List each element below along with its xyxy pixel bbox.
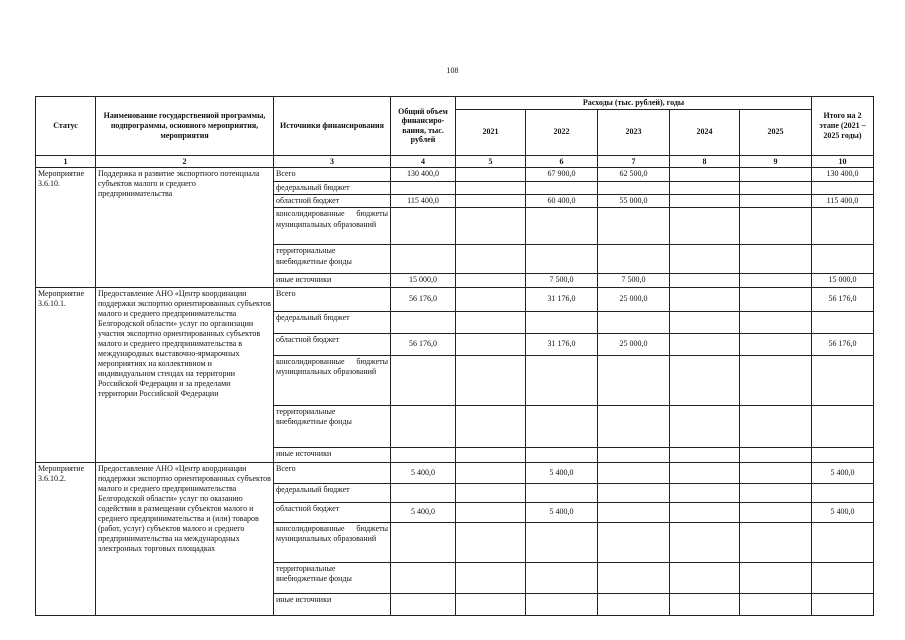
year-2021-cell [456, 522, 526, 562]
year-2022-cell [526, 311, 598, 333]
year-2025-cell [740, 593, 812, 615]
total-cell [391, 181, 456, 194]
stage-total-cell [812, 405, 874, 447]
year-2021-cell [456, 405, 526, 447]
year-2024-cell [670, 522, 740, 562]
total-cell [391, 245, 456, 274]
total-cell: 15 000,0 [391, 274, 456, 287]
year-2022-cell: 31 176,0 [526, 333, 598, 355]
year-2021-cell [456, 181, 526, 194]
stage-total-cell: 115 400,0 [812, 194, 874, 207]
header-stage-total: Итого на 2 этапе (2021 – 2025 годы) [812, 97, 874, 156]
source-cell: консолидированные бюджеты муниципальных образований [274, 522, 391, 562]
year-2022-cell [526, 405, 598, 447]
year-2022-cell [526, 562, 598, 593]
source-cell: иные источники [274, 593, 391, 615]
total-cell [391, 483, 456, 502]
stage-total-cell [812, 522, 874, 562]
stage-total-cell [812, 311, 874, 333]
total-cell [391, 208, 456, 245]
table-row [36, 462, 874, 483]
year-2023-cell [598, 208, 670, 245]
year-2022-cell [526, 245, 598, 274]
year-2025-cell [740, 522, 812, 562]
stage-total-cell: 5 400,0 [812, 502, 874, 522]
year-2024-cell [670, 502, 740, 522]
year-2024-cell [670, 447, 740, 462]
year-2025-cell [740, 483, 812, 502]
column-number: 5 [456, 155, 526, 168]
total-cell: 56 176,0 [391, 287, 456, 311]
year-2024-cell [670, 208, 740, 245]
year-2023-cell [598, 355, 670, 405]
name-cell: Предоставление АНО «Центр координации поддержки экспортно ориентированных субъектов малого и среднего предпринимательства Белгородской области» услуг по организации участия экспортно ориентированных субъектов малого и среднего предпринимательства в международных выставочно-ярмарочных мероприятиях на коллективном и индивидуальном стендах на территории Российской Федерации и за пределами территории Российской Федерации [96, 287, 274, 462]
year-2023-cell: 25 000,0 [598, 333, 670, 355]
block-3-6-10-1 [36, 287, 874, 462]
total-cell: 5 400,0 [391, 462, 456, 483]
year-2024-cell [670, 181, 740, 194]
year-2021-cell [456, 462, 526, 483]
year-2023-cell [598, 462, 670, 483]
total-cell [391, 593, 456, 615]
year-2022-cell: 60 400,0 [526, 194, 598, 207]
year-2021-cell [456, 274, 526, 287]
year-2024-cell [670, 462, 740, 483]
source-cell: иные источники [274, 274, 391, 287]
financing-table [35, 96, 874, 616]
source-cell: консолидированные бюджеты муниципальных образований [274, 208, 391, 245]
year-2024-cell [670, 405, 740, 447]
year-2021-cell [456, 194, 526, 207]
stage-total-cell [812, 245, 874, 274]
stage-total-cell: 5 400,0 [812, 462, 874, 483]
column-number: 7 [598, 155, 670, 168]
total-cell: 5 400,0 [391, 502, 456, 522]
table-row [36, 287, 874, 311]
source-cell: территориальные внебюджетные фонды [274, 562, 391, 593]
year-2021-cell [456, 168, 526, 181]
header-year-2022: 2022 [526, 109, 598, 155]
stage-total-cell: 56 176,0 [812, 287, 874, 311]
header-name: Наименование государственной программы, подпрограммы, основного мероприятия, мероприятия [96, 97, 274, 156]
year-2023-cell: 7 500,0 [598, 274, 670, 287]
source-cell: иные источники [274, 447, 391, 462]
year-2022-cell: 5 400,0 [526, 462, 598, 483]
year-2025-cell [740, 405, 812, 447]
year-2021-cell [456, 593, 526, 615]
year-2023-cell [598, 522, 670, 562]
year-2021-cell [456, 447, 526, 462]
header-year-2024: 2024 [670, 109, 740, 155]
year-2025-cell [740, 447, 812, 462]
column-number: 3 [274, 155, 391, 168]
year-2025-cell [740, 194, 812, 207]
year-2022-cell: 5 400,0 [526, 502, 598, 522]
source-cell: федеральный бюджет [274, 181, 391, 194]
total-cell: 56 176,0 [391, 333, 456, 355]
year-2023-cell [598, 502, 670, 522]
year-2024-cell [670, 593, 740, 615]
year-2025-cell [740, 245, 812, 274]
column-number: 4 [391, 155, 456, 168]
year-2023-cell: 62 500,0 [598, 168, 670, 181]
year-2025-cell [740, 562, 812, 593]
year-2023-cell [598, 593, 670, 615]
year-2025-cell [740, 502, 812, 522]
year-2023-cell [598, 245, 670, 274]
block-3-6-10 [36, 168, 874, 288]
stage-total-cell: 56 176,0 [812, 333, 874, 355]
year-2022-cell [526, 355, 598, 405]
year-2021-cell [456, 333, 526, 355]
year-2024-cell [670, 311, 740, 333]
year-2021-cell [456, 208, 526, 245]
year-2022-cell: 67 900,0 [526, 168, 598, 181]
year-2024-cell [670, 194, 740, 207]
total-cell [391, 562, 456, 593]
year-2023-cell [598, 483, 670, 502]
header-status: Статус [36, 97, 96, 156]
year-2023-cell [598, 311, 670, 333]
status-cell: Мероприятие 3.6.10.2. [36, 462, 96, 615]
column-number: 8 [670, 155, 740, 168]
year-2024-cell [670, 245, 740, 274]
year-2023-cell: 25 000,0 [598, 287, 670, 311]
year-2024-cell [670, 483, 740, 502]
header-year-2023: 2023 [598, 109, 670, 155]
year-2024-cell [670, 168, 740, 181]
year-2025-cell [740, 355, 812, 405]
table-row [36, 168, 874, 181]
year-2023-cell [598, 405, 670, 447]
year-2023-cell [598, 447, 670, 462]
year-2021-cell [456, 287, 526, 311]
year-2023-cell [598, 562, 670, 593]
source-cell: территориальные внебюджетные фонды [274, 245, 391, 274]
year-2022-cell [526, 522, 598, 562]
status-cell: Мероприятие 3.6.10. [36, 168, 96, 288]
year-2022-cell [526, 181, 598, 194]
year-2025-cell [740, 168, 812, 181]
stage-total-cell [812, 447, 874, 462]
year-2024-cell [670, 287, 740, 311]
year-2025-cell [740, 311, 812, 333]
year-2024-cell [670, 274, 740, 287]
header-year-2025: 2025 [740, 109, 812, 155]
year-2021-cell [456, 311, 526, 333]
stage-total-cell [812, 181, 874, 194]
stage-total-cell [812, 355, 874, 405]
column-number: 1 [36, 155, 96, 168]
source-cell: территориальные внебюджетные фонды [274, 405, 391, 447]
total-cell [391, 522, 456, 562]
header-sources: Источники финансирования [274, 97, 391, 156]
year-2022-cell [526, 208, 598, 245]
column-number: 2 [96, 155, 274, 168]
total-cell [391, 447, 456, 462]
source-cell: федеральный бюджет [274, 311, 391, 333]
source-cell: Всего [274, 287, 391, 311]
year-2025-cell [740, 462, 812, 483]
name-cell: Поддержка и развитие экспортного потенциала субъектов малого и среднего предпринимательства [96, 168, 274, 288]
year-2021-cell [456, 355, 526, 405]
column-number: 6 [526, 155, 598, 168]
year-2024-cell [670, 562, 740, 593]
column-number: 9 [740, 155, 812, 168]
column-number: 10 [812, 155, 874, 168]
source-cell: областной бюджет [274, 194, 391, 207]
column-number-row [36, 155, 874, 168]
page-number: 108 [446, 66, 459, 75]
year-2023-cell [598, 181, 670, 194]
name-cell: Предоставление АНО «Центр координации поддержки экспортно ориентированных субъектов малого и среднего предпринимательства Белгородской области» услуг по оказанию содействия в размещении субъектов малого и среднего предпринимательства и (или) товаров (работ, услуг) субъектов малого и среднего предпринимательства на международных электронных торговых площадках [96, 462, 274, 615]
source-cell: областной бюджет [274, 502, 391, 522]
year-2021-cell [456, 562, 526, 593]
year-2023-cell: 55 000,0 [598, 194, 670, 207]
stage-total-cell [812, 483, 874, 502]
year-2022-cell [526, 447, 598, 462]
source-cell: Всего [274, 168, 391, 181]
year-2025-cell [740, 333, 812, 355]
header-year-2021: 2021 [456, 109, 526, 155]
year-2025-cell [740, 274, 812, 287]
year-2022-cell [526, 593, 598, 615]
year-2025-cell [740, 181, 812, 194]
year-2024-cell [670, 355, 740, 405]
source-cell: консолидированные бюджеты муниципальных образований [274, 355, 391, 405]
stage-total-cell [812, 208, 874, 245]
stage-total-cell [812, 562, 874, 593]
year-2021-cell [456, 502, 526, 522]
year-2025-cell [740, 287, 812, 311]
total-cell [391, 355, 456, 405]
header-total: Общий объем финансиро-вания, тыс. рублей [391, 97, 456, 156]
stage-total-cell: 15 000,0 [812, 274, 874, 287]
source-cell: областной бюджет [274, 333, 391, 355]
year-2024-cell [670, 333, 740, 355]
source-cell: федеральный бюджет [274, 483, 391, 502]
stage-total-cell [812, 593, 874, 615]
year-2021-cell [456, 245, 526, 274]
total-cell: 115 400,0 [391, 194, 456, 207]
year-2022-cell: 7 500,0 [526, 274, 598, 287]
stage-total-cell: 130 400,0 [812, 168, 874, 181]
block-3-6-10-2 [36, 462, 874, 615]
status-cell: Мероприятие 3.6.10.1. [36, 287, 96, 462]
total-cell: 130 400,0 [391, 168, 456, 181]
year-2021-cell [456, 483, 526, 502]
header-expenses: Расходы (тыс. рублей), годы [456, 97, 812, 110]
source-cell: Всего [274, 462, 391, 483]
year-2022-cell [526, 483, 598, 502]
total-cell [391, 405, 456, 447]
year-2022-cell: 31 176,0 [526, 287, 598, 311]
year-2025-cell [740, 208, 812, 245]
total-cell [391, 311, 456, 333]
